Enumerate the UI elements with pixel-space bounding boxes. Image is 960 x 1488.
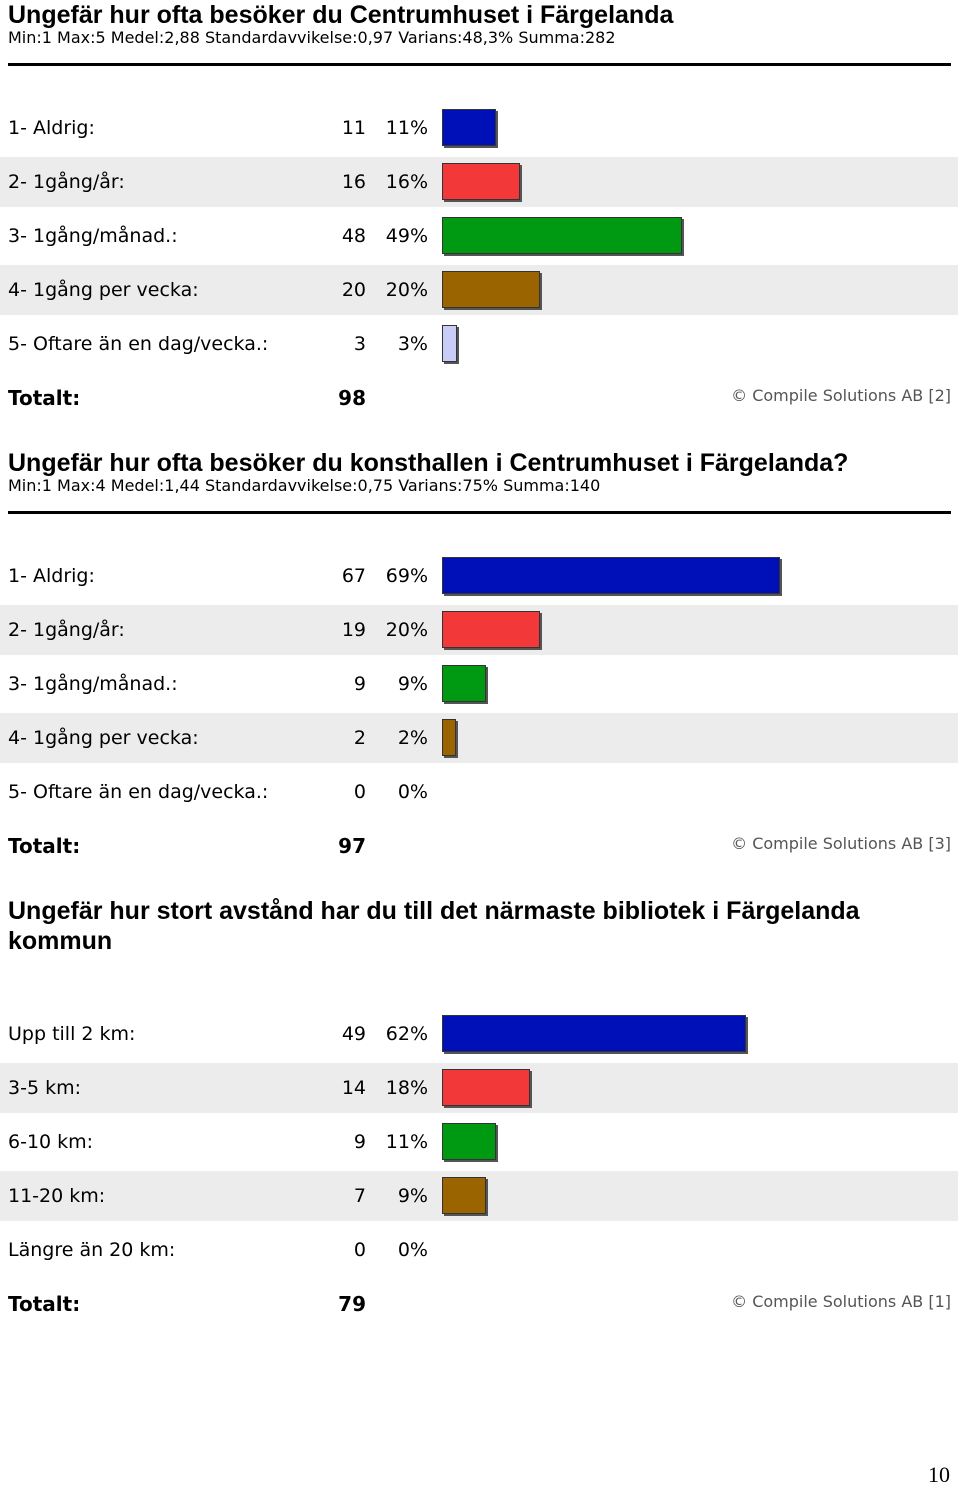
copyright-icon: © [731, 834, 748, 853]
total-label: Totalt: [8, 386, 81, 410]
result-row [0, 713, 958, 763]
result-row [0, 1009, 958, 1059]
result-row [0, 1117, 958, 1167]
answer-label: 4- 1gång per vecka: [8, 727, 199, 749]
result-bar [442, 611, 540, 648]
result-row [0, 659, 958, 709]
credit-line [731, 824, 951, 864]
answer-label: 3- 1gång/månad.: [8, 673, 178, 695]
answer-percent: 11% [385, 117, 428, 139]
answer-count: 11 [341, 117, 366, 139]
result-row [0, 157, 958, 207]
result-bar [442, 1015, 746, 1052]
answer-percent: 20% [385, 279, 428, 301]
answer-count: 9 [353, 1131, 366, 1153]
credit-text: Compile Solutions AB [2] [752, 386, 951, 405]
result-bar [442, 719, 456, 756]
total-label: Totalt: [8, 834, 81, 858]
answer-count: 16 [341, 171, 366, 193]
answer-percent: 3% [397, 333, 428, 355]
result-row [0, 1225, 958, 1275]
answer-label: 5- Oftare än en dag/vecka.: [8, 781, 269, 803]
result-bar [442, 325, 457, 362]
answer-percent: 9% [397, 673, 428, 695]
answer-count: 3 [353, 333, 366, 355]
question-stats: Min:1 Max:4 Medel:1,44 Standardavvikelse:0,75 Varians:75% Summa:140 [8, 476, 601, 495]
answer-count: 0 [353, 1239, 366, 1261]
answer-percent: 16% [385, 171, 428, 193]
result-bar [442, 163, 520, 200]
question-title: Ungefär hur ofta besöker du konsthallen i Centrumhuset i Färgelanda? [8, 449, 849, 477]
answer-count: 67 [341, 565, 366, 587]
result-row [0, 265, 958, 315]
answer-count: 20 [341, 279, 366, 301]
total-row [0, 376, 958, 420]
answer-count: 9 [353, 673, 366, 695]
answer-count: 7 [353, 1185, 366, 1207]
answer-label: Längre än 20 km: [8, 1239, 176, 1261]
result-bar [442, 665, 486, 702]
result-row [0, 605, 958, 655]
result-bar [442, 557, 780, 594]
credit-line [731, 376, 951, 416]
total-row [0, 824, 958, 868]
answer-percent: 69% [385, 565, 428, 587]
total-value: 97 [338, 834, 366, 858]
copyright-icon: © [731, 386, 748, 405]
survey-question-2 [0, 448, 960, 878]
total-label: Totalt: [8, 1292, 81, 1316]
result-row [0, 767, 958, 817]
question-stats: Min:1 Max:5 Medel:2,88 Standardavvikelse:0,97 Varians:48,3% Summa:282 [8, 28, 616, 47]
result-row [0, 551, 958, 601]
answer-percent: 62% [385, 1023, 428, 1045]
answer-percent: 2% [397, 727, 428, 749]
answer-label: 2- 1gång/år: [8, 171, 125, 193]
answer-label: 4- 1gång per vecka: [8, 279, 199, 301]
survey-question-1 [0, 0, 960, 430]
question-title: Ungefär hur stort avstånd har du till det närmaste bibliotek i Färgelanda kommun [8, 897, 860, 955]
answer-label: 1- Aldrig: [8, 565, 95, 587]
answer-percent: 0% [397, 781, 428, 803]
answer-label: 6-10 km: [8, 1131, 94, 1153]
survey-question-3 [0, 896, 960, 1336]
answer-percent: 20% [385, 619, 428, 641]
answer-count: 0 [353, 781, 366, 803]
result-bar [442, 217, 682, 254]
result-bar [442, 271, 540, 308]
answer-percent: 49% [385, 225, 428, 247]
answer-percent: 11% [385, 1131, 428, 1153]
divider-rule [8, 63, 951, 66]
result-bar [442, 1123, 496, 1160]
result-row [0, 103, 958, 153]
divider-rule [8, 511, 951, 514]
credit-text: Compile Solutions AB [1] [752, 1292, 951, 1311]
answer-count: 19 [341, 619, 366, 641]
answer-label: 11-20 km: [8, 1185, 106, 1207]
answer-count: 14 [341, 1077, 366, 1099]
page-number: 10 [928, 1462, 950, 1487]
answer-label: 5- Oftare än en dag/vecka.: [8, 333, 269, 355]
answer-label: Upp till 2 km: [8, 1023, 136, 1045]
credit-text: Compile Solutions AB [3] [752, 834, 951, 853]
answer-label: 1- Aldrig: [8, 117, 95, 139]
copyright-icon: © [731, 1292, 748, 1311]
total-value: 79 [338, 1292, 366, 1316]
credit-line [731, 1282, 951, 1322]
answer-count: 49 [341, 1023, 366, 1045]
answer-percent: 0% [397, 1239, 428, 1261]
answer-label: 2- 1gång/år: [8, 619, 125, 641]
result-row [0, 319, 958, 369]
answer-label: 3-5 km: [8, 1077, 81, 1099]
result-row [0, 211, 958, 261]
answer-percent: 18% [385, 1077, 428, 1099]
result-row [0, 1063, 958, 1113]
total-row [0, 1282, 958, 1326]
answer-count: 48 [341, 225, 366, 247]
answer-percent: 9% [397, 1185, 428, 1207]
result-bar [442, 1069, 530, 1106]
result-bar [442, 109, 496, 146]
answer-label: 3- 1gång/månad.: [8, 225, 178, 247]
result-row [0, 1171, 958, 1221]
answer-count: 2 [353, 727, 366, 749]
question-title: Ungefär hur ofta besöker du Centrumhuset i Färgelanda [8, 1, 674, 29]
result-bar [442, 1177, 486, 1214]
total-value: 98 [338, 386, 366, 410]
